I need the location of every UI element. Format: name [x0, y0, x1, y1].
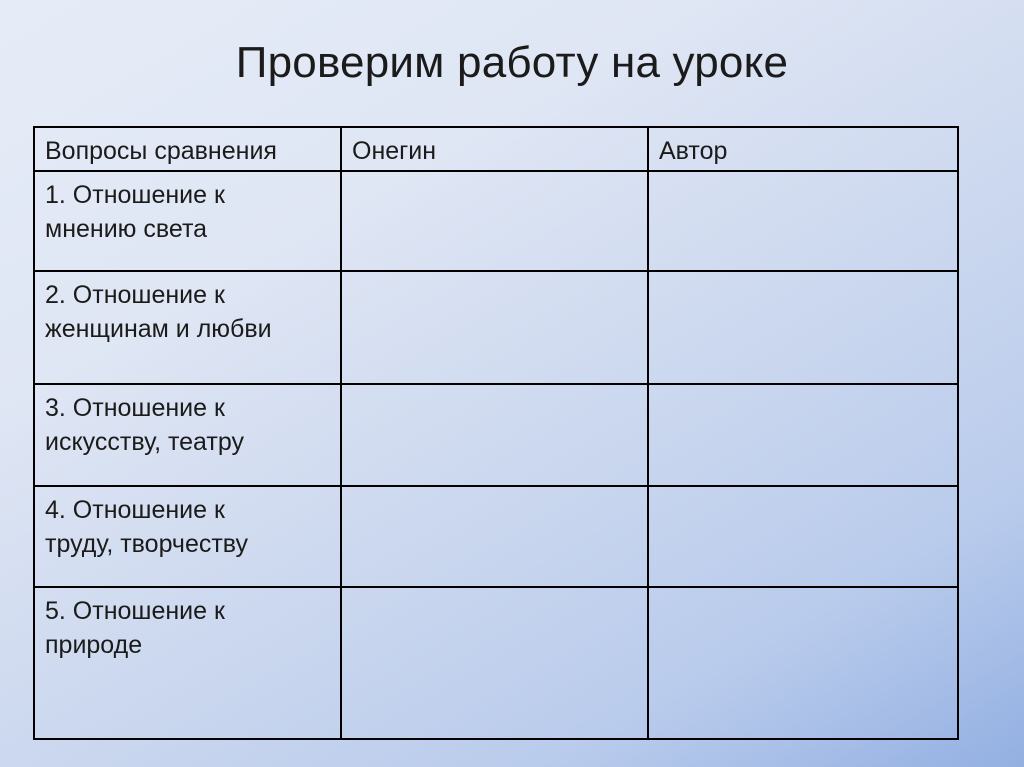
question-line: 5. Отношение к [45, 597, 225, 625]
onegin-answer [342, 272, 647, 278]
question-text [35, 385, 340, 459]
question-text [35, 588, 340, 662]
author-answer [649, 385, 957, 391]
author-answer [649, 172, 957, 178]
question-line: женщинам и любви [45, 315, 272, 343]
question-line: 2. Отношение к [45, 281, 225, 309]
question-cell [34, 384, 341, 486]
header-cell-questions [34, 127, 341, 171]
question-cell [34, 587, 341, 739]
onegin-answer [342, 172, 647, 178]
author-cell [648, 384, 958, 486]
question-line: труду, творчеству [45, 530, 249, 558]
question-text [35, 487, 340, 561]
question-line: мнению света [45, 215, 208, 243]
table-row [34, 486, 958, 587]
question-line: 4. Отношение к [45, 496, 225, 524]
question-line: природе [45, 631, 143, 659]
question-cell [34, 271, 341, 384]
author-cell [648, 171, 958, 271]
onegin-cell [341, 384, 648, 486]
onegin-cell [341, 271, 648, 384]
question-text [35, 272, 340, 346]
question-line: искусству, театру [45, 428, 244, 456]
header-label: Автор [659, 137, 728, 165]
author-answer [649, 487, 957, 493]
author-cell [648, 271, 958, 384]
question-cell [34, 171, 341, 271]
table-row [34, 171, 958, 271]
onegin-answer [342, 385, 647, 391]
onegin-cell [341, 171, 648, 271]
onegin-answer [342, 487, 647, 493]
author-cell [648, 587, 958, 739]
question-text [35, 172, 340, 246]
author-answer [649, 588, 957, 594]
question-line: 1. Отношение к [45, 181, 225, 209]
table-row [34, 587, 958, 739]
header-cell-author [648, 127, 958, 171]
table-row [34, 384, 958, 486]
comparison-table [33, 126, 959, 740]
onegin-cell [341, 486, 648, 587]
header-label: Вопросы сравнения [45, 137, 277, 165]
onegin-cell [341, 587, 648, 739]
table-row [34, 271, 958, 384]
question-cell [34, 486, 341, 587]
question-line: 3. Отношение к [45, 394, 225, 422]
onegin-answer [342, 588, 647, 594]
author-answer [649, 272, 957, 278]
table-header-row [34, 127, 958, 171]
header-cell-onegin [341, 127, 648, 171]
page-title: Проверим работу на уроке [235, 38, 789, 87]
author-cell [648, 486, 958, 587]
header-label: Онегин [352, 137, 437, 165]
